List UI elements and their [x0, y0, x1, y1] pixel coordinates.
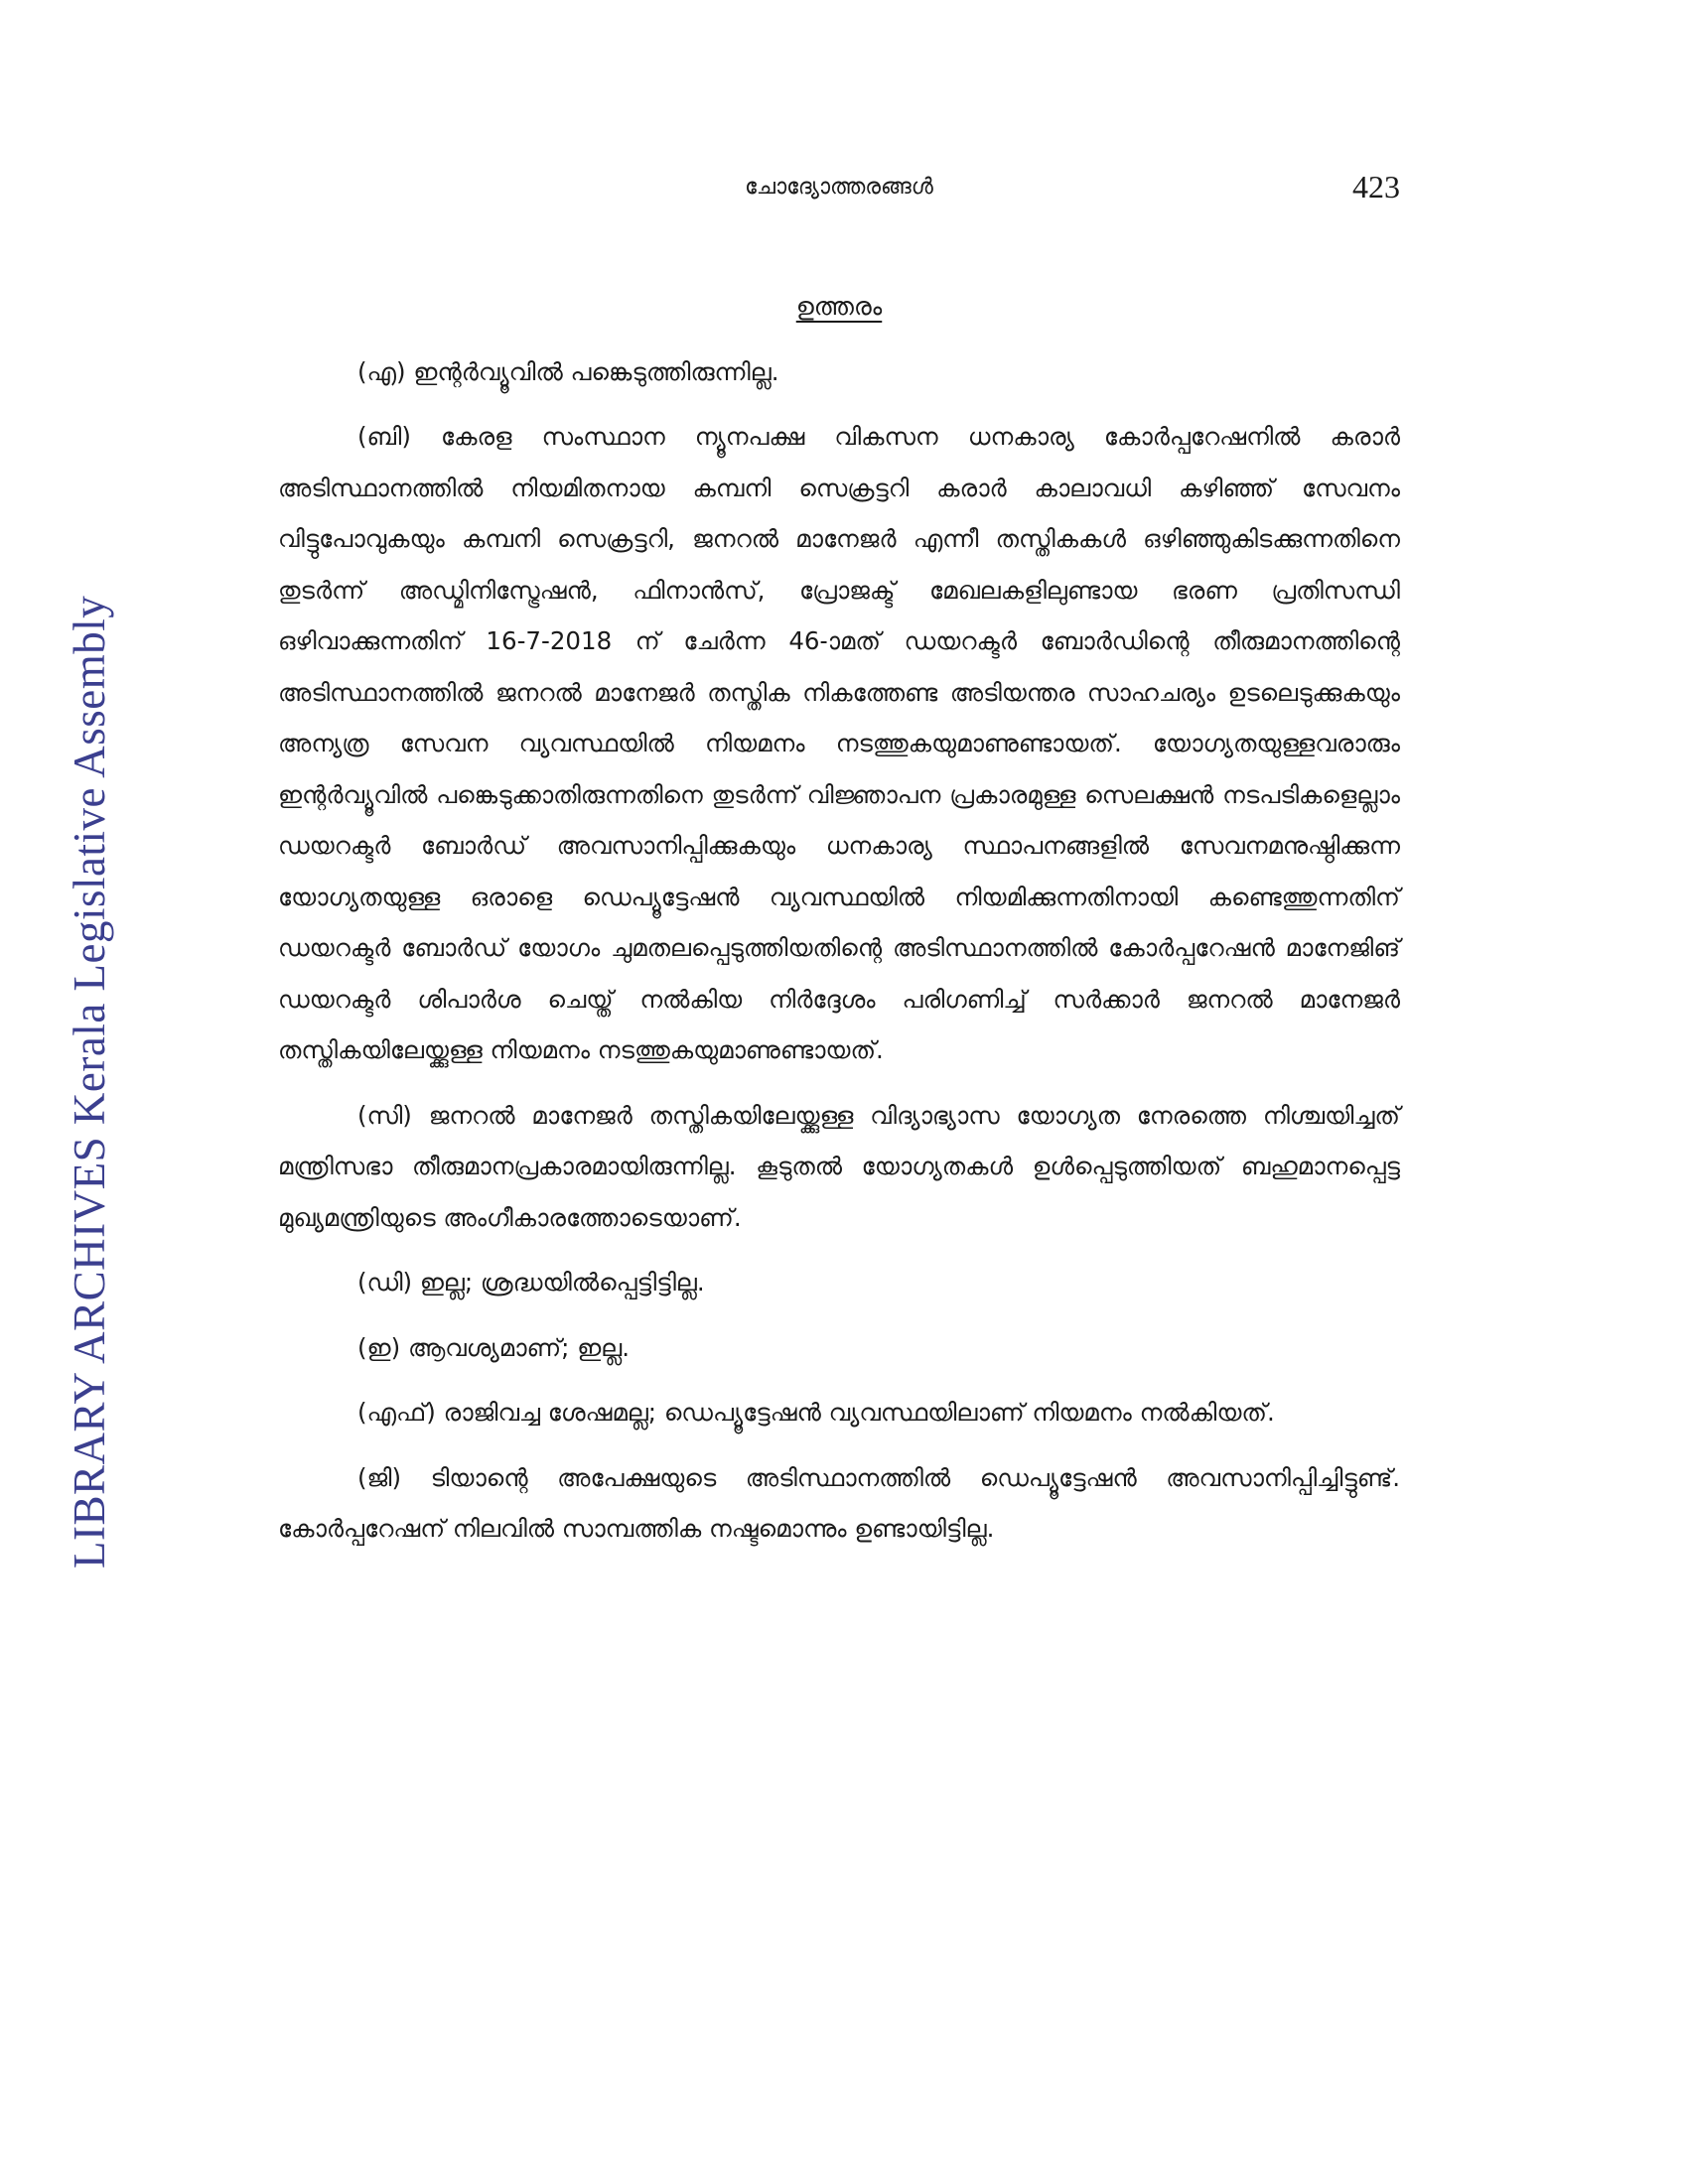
answer-body — [278, 281, 1400, 1569]
answer-e: (ഇ) ആവശ്യമാണ്; ഇല്ല. — [357, 1332, 630, 1362]
answer-g: (ജി) ടിയാന്റെ അപേക്ഷയുടെ അടിസ്ഥാനത്തിൽ ഡെപ്യൂട്ടേഷൻ അവസാനിപ്പിച്ചിട്ടുണ്ട്. കോർപ്പറേഷന് നിലവിൽ സാമ്പത്തിക നഷ്ടമൊന്നും ഉണ്ടായിട്ടില്ല. — [278, 1462, 1400, 1543]
running-header — [278, 169, 1400, 218]
answer-heading: ഉത്തരം — [795, 292, 883, 321]
header-title: ചോദ്യോത്തരങ്ങൾ — [745, 175, 933, 200]
answer-c: (സി) ജനറൽ മാനേജർ തസ്തികയിലേയ്ക്കുള്ള വിദ്യാഭ്യാസ യോഗ്യത നേരത്തെ നിശ്ചയിച്ചത് മന്ത്രിസഭാ തീരുമാനപ്രകാരമായിരുന്നില്ല. കൂടുതൽ യോഗ്യതകൾ ഉൾപ്പെടുത്തിയത് ബഹുമാനപ്പെട്ട മുഖ്യമന്ത്രിയുടെ അംഗീകാരത്തോടെയാണ്. — [278, 1100, 1400, 1232]
page-number: 423 — [1352, 169, 1400, 205]
archive-watermark: LIBRARY ARCHIVES Kerala Legislative Assembly — [65, 595, 114, 1569]
answer-d: (ഡി) ഇല്ല; ശ്രദ്ധയിൽപ്പെട്ടിട്ടില്ല. — [357, 1268, 705, 1297]
answer-b: (ബി) കേരള സംസ്ഥാന ന്യൂനപക്ഷ വികസന ധനകാര്യ കോർപ്പറേഷനിൽ കരാർ അടിസ്ഥാനത്തിൽ നിയമിതനായ കമ്പനി സെക്രട്ടറി കരാർ കാലാവധി കഴിഞ്ഞ് സേവനം വിട്ടുപോവുകയും കമ്പനി സെക്രട്ടറി, ജനറൽ മാനേജർ എന്നീ തസ്തികകൾ ഒഴിഞ്ഞുകിടക്കുന്നതിനെ തുടർന്ന് അഡ്മിനിസ്ട്രേഷൻ, ഫിനാൻസ്, പ്രോജക്ട് മേഖലകളിലുണ്ടായ ഭരണ പ്രതിസന്ധി ഒഴിവാക്കുന്നതിന് 16-7-2018 ന് ചേർന്ന 46-ാമത് ഡയറക്ടർ ബോർഡിന്റെ തീരുമാനത്തിന്റെ അടിസ്ഥാനത്തിൽ ജനറൽ മാനേജർ തസ്തിക നികത്തേണ്ട അടിയന്തര സാഹചര്യം ഉടലെടുക്കുകയും അന്യത്ര സേവന വ്യവസ്ഥയിൽ നിയമനം നടത്തുകയുമാണുണ്ടായത്. യോഗ്യതയുള്ളവരാരും ഇന്റർവ്യൂവിൽ പങ്കെടുക്കാതിരുന്നതിനെ തുടർന്ന് വിജ്ഞാപന പ്രകാരമുള്ള സെലക്ഷൻ നടപടികളെല്ലാം ഡയറക്ടർ ബോർഡ് അവസാനിപ്പിക്കുകയും ധനകാര്യ സ്ഥാപനങ്ങളിൽ സേവനമനുഷ്ഠിക്കുന്ന യോഗ്യതയുള്ള ഒരാളെ ഡെപ്യൂട്ടേഷൻ വ്യവസ്ഥയിൽ നിയമിക്കുന്നതിനായി കണ്ടെത്തുന്നതിന് ഡയറക്ടർ ബോർഡ് യോഗം ചുമതലപ്പെടുത്തിയതിന്റെ അടിസ്ഥാനത്തിൽ കോർപ്പറേഷൻ മാനേജിങ് ഡയറക്ടർ ശിപാർശ ചെയ്ത് നൽകിയ നിർദ്ദേശം പരിഗണിച്ച് സർക്കാർ ജനറൽ മാനേജർ തസ്തികയിലേയ്ക്കുള്ള നിയമനം നടത്തുകയുമാണുണ്ടായത്. — [278, 422, 1400, 1064]
answer-a: (എ) ഇന്റർവ്യൂവിൽ പങ്കെടുത്തിരുന്നില്ല. — [357, 356, 779, 386]
answer-f: (എഫ്) രാജിവച്ച ശേഷമല്ല; ഡെപ്യൂട്ടേഷൻ വ്യവസ്ഥയിലാണ് നിയമനം നൽകിയത്. — [357, 1398, 1275, 1427]
